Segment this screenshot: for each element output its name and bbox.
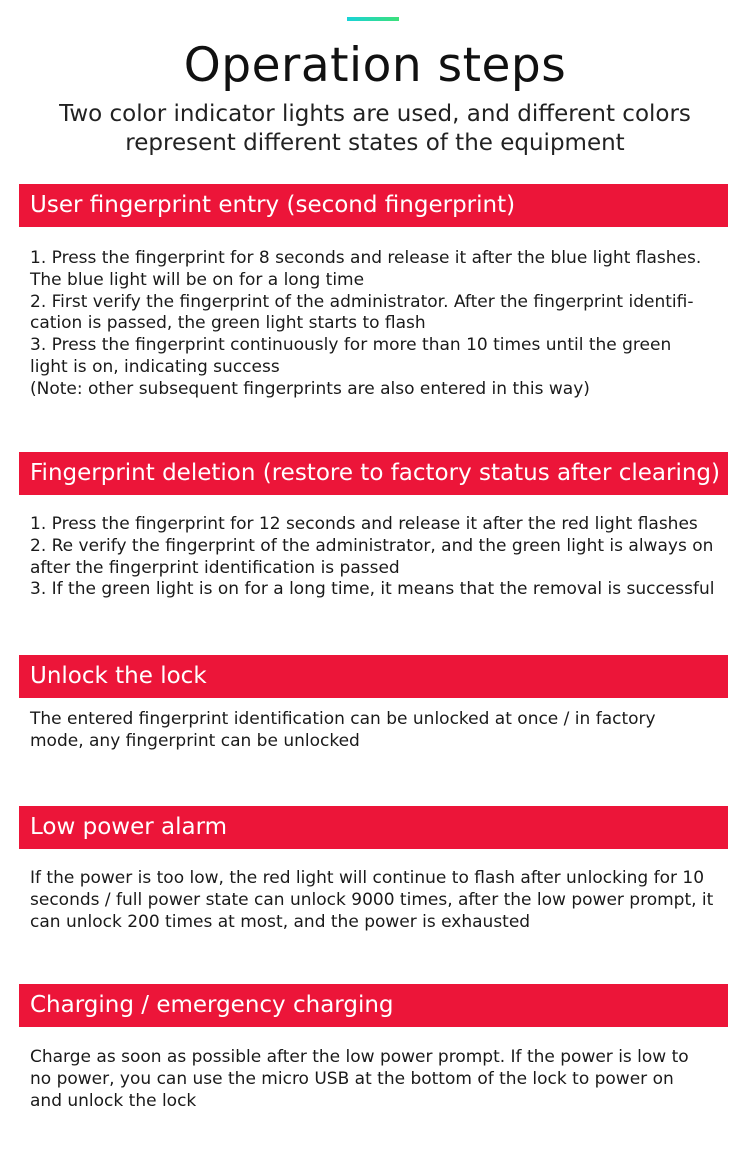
body-line: 3. If the green light is on for a long time, it means that the removal is successful	[30, 579, 715, 600]
body-line: If the power is too low, the red light will continue to flash after unlocking for 10	[30, 868, 705, 888]
body-line: no power, you can use the micro USB at the bottom of the lock to power on	[30, 1068, 674, 1089]
section-body-fingerprint-deletion	[30, 514, 726, 601]
body-line: cation is passed, the green light starts to flash	[30, 313, 426, 334]
body-line: 2. First verify the fingerprint of the administrator. After the fingerprint identifi-	[30, 291, 694, 312]
section-header-fingerprint-entry: User fingerprint entry (second fingerprint)	[19, 184, 728, 227]
accent-bar	[347, 17, 399, 21]
body-line: 3. Press the fingerprint continuously for more than 10 times until the green	[30, 335, 672, 356]
page-subtitle: Two color indicator lights are used, and different colors represent different states of the equipment	[59, 101, 691, 156]
section-body-fingerprint-entry	[30, 248, 726, 401]
body-line: seconds / full power state can unlock 9000 times, after the low power prompt, it	[30, 889, 714, 910]
section-body-low-power	[30, 868, 726, 933]
section-body-unlock	[30, 709, 726, 753]
body-line: 1. Press the fingerprint for 12 seconds and release it after the red light flashes	[30, 514, 698, 534]
body-line: 1. Press the fingerprint for 8 seconds and release it after the blue light flashes.	[30, 248, 702, 268]
section-header-charging: Charging / emergency charging	[19, 984, 728, 1027]
body-line: can unlock 200 times at most, and the power is exhausted	[30, 911, 531, 932]
body-line: (Note: other subsequent fingerprints are also entered in this way)	[30, 378, 590, 399]
body-line: 2. Re verify the fingerprint of the administrator, and the green light is always on	[30, 535, 714, 556]
section-header-low-power: Low power alarm	[19, 806, 728, 849]
body-line: after the fingerprint identification is passed	[30, 557, 400, 578]
body-line: Charge as soon as possible after the low power prompt. If the power is low to	[30, 1047, 689, 1067]
body-line: light is on, indicating success	[30, 356, 280, 377]
section-header-fingerprint-deletion: Fingerprint deletion (restore to factory status after clearing)	[19, 452, 728, 495]
body-line: The blue light will be on for a long time	[30, 269, 365, 290]
section-body-charging	[30, 1047, 726, 1112]
body-line: and unlock the lock	[30, 1090, 197, 1111]
body-line: mode, any fingerprint can be unlocked	[30, 730, 360, 751]
page-title: Operation steps	[183, 38, 567, 93]
section-header-unlock: Unlock the lock	[19, 655, 728, 698]
body-line: The entered fingerprint identification can be unlocked at once / in factory	[30, 709, 656, 729]
